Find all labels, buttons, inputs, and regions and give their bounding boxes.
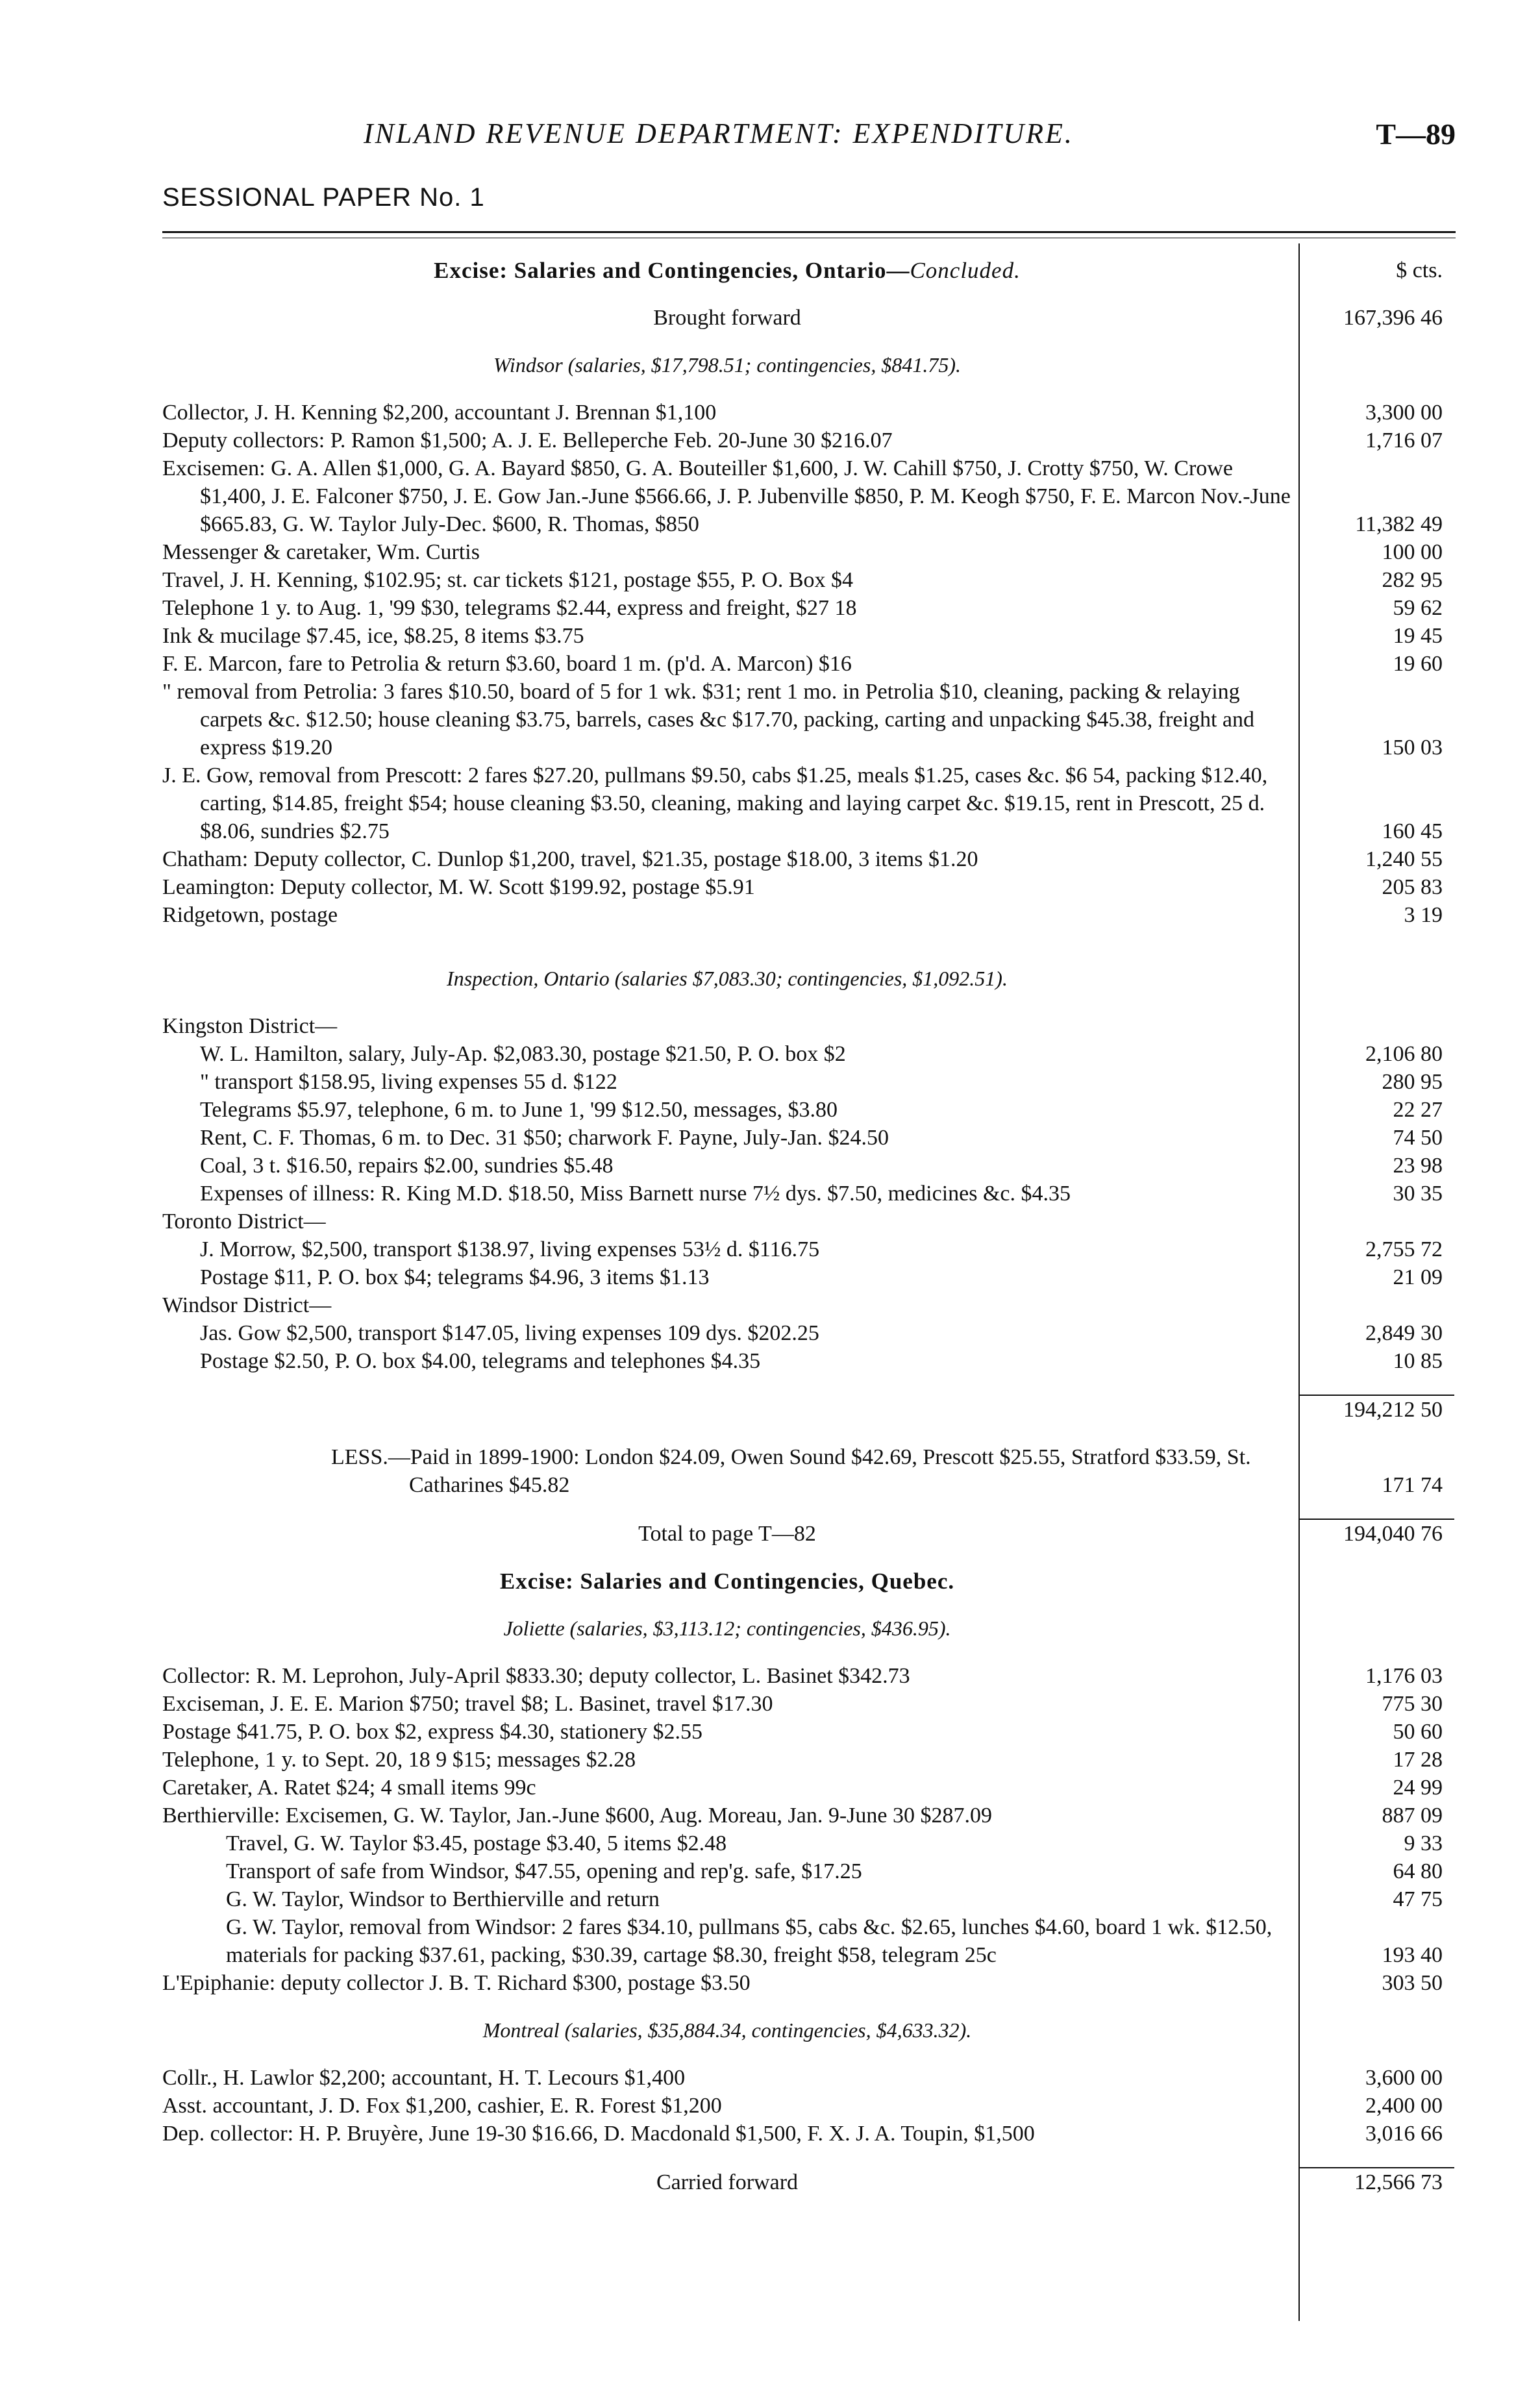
berthier-items bbox=[162, 1829, 1454, 1969]
line-item bbox=[162, 1180, 1454, 1208]
line-item bbox=[162, 1746, 1454, 1774]
line-item bbox=[162, 566, 1454, 594]
line-item-description: " removal from Petrolia: 3 fares $10.50, board of 5 for 1 wk. $31; rent 1 mo. in Petrolia $10, cleaning, packing & relaying carpets &c. $12.50; house cleaning $3.75, barrels, cases &c $17.70, packing, carting and unpacking $45.38, freight and express $19.20 bbox=[162, 680, 1254, 760]
line-item-description: Asst. accountant, J. D. Fox $1,200, cashier, E. R. Forest $1,200 bbox=[162, 2094, 722, 2118]
line-item-amount: 193 40 bbox=[1382, 1943, 1443, 1967]
line-item bbox=[162, 1802, 1454, 1829]
ontario-heading-note: Concluded. bbox=[910, 258, 1021, 283]
line-item bbox=[162, 678, 1454, 762]
line-item-amount: 64 80 bbox=[1393, 1859, 1443, 1883]
carried-forward-amount: 12,566 73 bbox=[1298, 2167, 1454, 2196]
line-item-description: F. E. Marcon, fare to Petrolia & return $3.60, board 1 m. (p'd. A. Marcon) $16 bbox=[162, 652, 852, 676]
line-item-amount: 21 09 bbox=[1393, 1265, 1443, 1289]
section-heading-ontario bbox=[162, 256, 1454, 284]
line-item-description: G. W. Taylor, Windsor to Berthierville and return bbox=[226, 1887, 660, 1911]
line-item-amount: 282 95 bbox=[1382, 568, 1443, 592]
line-item bbox=[162, 1690, 1454, 1718]
line-item-description: Excisemen: G. A. Allen $1,000, G. A. Bayard $850, G. A. Bouteiller $1,600, J. W. Cahill $750, J. Crotty $750, W. Crowe $1,400, J. E. Falconer $750, J. E. Gow Jan.-June $566.66, J. P. Jubenville $850, P. M. Keogh $750, F. E. Marcon Nov.-June $665.83, G. W. Taylor July-Dec. $600, R. Thomas, $850 bbox=[162, 456, 1291, 536]
line-item-amount: 30 35 bbox=[1393, 1182, 1443, 1206]
line-item bbox=[162, 2092, 1454, 2120]
line-item-amount: 3,300 00 bbox=[1365, 401, 1443, 425]
total-row bbox=[162, 1519, 1454, 1548]
line-item-description: G. W. Taylor, removal from Windsor: 2 fares $34.10, pullmans $5, cabs &c. $2.65, lunches $4.60, board 1 wk. $12.50, materials for packing $37.61, packing, $30.39, cartage $8.30, freight $58, telegram 25c bbox=[226, 1915, 1273, 1967]
amount-column-header: $ cts. bbox=[1396, 258, 1443, 282]
line-item-description: J. Morrow, $2,500, transport $138.97, living expenses 53½ d. $116.75 bbox=[200, 1237, 820, 1261]
inspection-title: Inspection, Ontario (salaries $7,083.30; contingencies, $1,092.51). bbox=[447, 967, 1008, 990]
line-item-amount: 1,716 07 bbox=[1365, 428, 1443, 453]
line-item bbox=[162, 594, 1454, 622]
line-item bbox=[162, 1774, 1454, 1802]
header-rule-thick bbox=[162, 231, 1456, 233]
line-item-description: Expenses of illness: R. King M.D. $18.50, Miss Barnett nurse 7½ dys. $7.50, medicines &c. $4.35 bbox=[200, 1182, 1071, 1206]
inspection-subheading bbox=[162, 965, 1454, 993]
line-item-amount: 17 28 bbox=[1393, 1748, 1443, 1772]
line-item bbox=[162, 1096, 1454, 1124]
line-item-description: W. L. Hamilton, salary, July-Ap. $2,083.30, postage $21.50, P. O. box $2 bbox=[200, 1042, 846, 1066]
page-number: T—89 bbox=[1376, 118, 1456, 151]
line-item-description: Postage $41.75, P. O. box $2, express $4.30, stationery $2.55 bbox=[162, 1720, 703, 1744]
line-item-description: J. E. Gow, removal from Prescott: 2 fares $27.20, pullmans $9.50, cabs $1.25, meals $1.25, cases &c. $6 54, packing $12.40, carting, $14.85, freight $54; house cleaning $3.50, cleaning, making and laying carpet &c. $19.15, rent in Prescott, 25 d. $8.06, sundries $2.75 bbox=[162, 763, 1268, 843]
line-item-amount: 775 30 bbox=[1382, 1692, 1443, 1716]
line-item-amount: 160 45 bbox=[1382, 819, 1443, 843]
line-item-description: Postage $2.50, P. O. box $4.00, telegrams and telephones $4.35 bbox=[200, 1349, 761, 1373]
sessional-paper-label: SESSIONAL PAPER No. 1 bbox=[162, 183, 485, 212]
less-amount: 171 74 bbox=[1382, 1473, 1443, 1497]
line-item-description: Travel, J. H. Kenning, $102.95; st. car tickets $121, postage $55, P. O. Box $4 bbox=[162, 568, 854, 592]
windsor-subheading bbox=[162, 351, 1454, 379]
brought-forward-row bbox=[162, 304, 1454, 332]
line-item-amount: 50 60 bbox=[1393, 1720, 1443, 1744]
line-item bbox=[162, 622, 1454, 650]
line-item bbox=[162, 454, 1454, 538]
line-item-amount: 3,600 00 bbox=[1365, 2066, 1443, 2090]
line-item bbox=[162, 762, 1454, 845]
windsor-district-label: Windsor District— bbox=[162, 1293, 332, 1317]
line-item-description: Berthierville: Excisemen, G. W. Taylor, Jan.-June $600, Aug. Moreau, Jan. 9-June 30 $287.09 bbox=[162, 1804, 992, 1828]
line-item-description: Transport of safe from Windsor, $47.55, opening and rep'g. safe, $17.25 bbox=[226, 1859, 862, 1883]
line-item-amount: 74 50 bbox=[1393, 1126, 1443, 1150]
line-item-amount: 47 75 bbox=[1393, 1887, 1443, 1911]
montreal-subheading bbox=[162, 2016, 1454, 2044]
windsor-title: Windsor (salaries, $17,798.51; contingencies, $841.75). bbox=[493, 353, 961, 377]
line-item-description: Messenger & caretaker, Wm. Curtis bbox=[162, 540, 480, 564]
line-item bbox=[162, 1124, 1454, 1152]
line-item-amount: 9 33 bbox=[1404, 1831, 1443, 1855]
line-item bbox=[162, 901, 1454, 929]
subtotal-row bbox=[162, 1395, 1454, 1424]
quebec-heading-text: Excise: Salaries and Contingencies, Quebec. bbox=[499, 1569, 955, 1594]
subtotal-amount: 194,212 50 bbox=[1298, 1395, 1454, 1424]
line-item bbox=[162, 1829, 1454, 1857]
windsor-items bbox=[162, 399, 1454, 929]
line-item-amount: 2,106 80 bbox=[1365, 1042, 1443, 1066]
line-item-amount: 24 99 bbox=[1393, 1776, 1443, 1800]
line-item-description: Exciseman, J. E. E. Marion $750; travel $8; L. Basinet, travel $17.30 bbox=[162, 1692, 773, 1716]
less-row bbox=[162, 1443, 1454, 1499]
line-item bbox=[162, 1040, 1454, 1068]
line-item-amount: 22 27 bbox=[1393, 1098, 1443, 1122]
line-item-amount: 150 03 bbox=[1382, 736, 1443, 760]
toronto-items bbox=[162, 1235, 1454, 1291]
line-item-amount: 100 00 bbox=[1382, 540, 1443, 564]
line-item-amount: 2,400 00 bbox=[1365, 2094, 1443, 2118]
line-item-description: Ridgetown, postage bbox=[162, 903, 338, 927]
total-amount: 194,040 76 bbox=[1298, 1519, 1454, 1548]
line-item-description: Telephone, 1 y. to Sept. 20, 18 9 $15; messages $2.28 bbox=[162, 1748, 636, 1772]
line-item-amount: 887 09 bbox=[1382, 1804, 1443, 1828]
line-item bbox=[162, 1718, 1454, 1746]
line-item-description: Travel, G. W. Taylor $3.45, postage $3.40, 5 items $2.48 bbox=[226, 1831, 727, 1855]
line-item-description: Chatham: Deputy collector, C. Dunlop $1,200, travel, $21.35, postage $18.00, 3 items $1.20 bbox=[162, 847, 978, 871]
line-item-amount: 2,849 30 bbox=[1365, 1321, 1443, 1345]
line-item bbox=[162, 873, 1454, 901]
ontario-heading-text: Excise: Salaries and Contingencies, Ontario— bbox=[434, 258, 910, 283]
line-item-description: Telegrams $5.97, telephone, 6 m. to June 1, '99 $12.50, messages, $3.80 bbox=[200, 1098, 838, 1122]
joliette-items bbox=[162, 1662, 1454, 1829]
line-item bbox=[162, 1347, 1454, 1375]
line-item-description: Ink & mucilage $7.45, ice, $8.25, 8 items $3.75 bbox=[162, 624, 584, 648]
less-text: LESS.—Paid in 1899-1900: London $24.09, Owen Sound $42.69, Prescott $25.55, Stratford $33.59, St. Catharines $45.82 bbox=[331, 1445, 1251, 1497]
montreal-items bbox=[162, 2064, 1454, 2148]
line-item-description: Collr., H. Lawlor $2,200; accountant, H. T. Lecours $1,400 bbox=[162, 2066, 686, 2090]
line-item bbox=[162, 2120, 1454, 2148]
kingston-district-label-row bbox=[162, 1012, 1454, 1040]
line-item-description: Dep. collector: H. P. Bruyère, June 19-30 $16.66, D. Macdonald $1,500, F. X. J. A. Toupin, $1,500 bbox=[162, 2122, 1035, 2146]
brought-forward-label: Brought forward bbox=[653, 306, 801, 330]
line-item bbox=[162, 1068, 1454, 1096]
line-item bbox=[162, 538, 1454, 566]
line-item bbox=[162, 1235, 1454, 1263]
total-label: Total to page T—82 bbox=[638, 1522, 816, 1546]
line-item-amount: 2,755 72 bbox=[1365, 1237, 1443, 1261]
line-item bbox=[162, 1857, 1454, 1885]
line-item-amount: 23 98 bbox=[1393, 1154, 1443, 1178]
windsor-district-items bbox=[162, 1319, 1454, 1375]
kingston-items bbox=[162, 1040, 1454, 1208]
joliette-title: Joliette (salaries, $3,113.12; contingencies, $436.95). bbox=[503, 1617, 951, 1640]
line-item-description: Postage $11, P. O. box $4; telegrams $4.96, 3 items $1.13 bbox=[200, 1265, 710, 1289]
line-item bbox=[162, 1662, 1454, 1690]
line-item-amount: 19 45 bbox=[1393, 624, 1443, 648]
line-item bbox=[162, 1319, 1454, 1347]
line-item-description: Deputy collectors: P. Ramon $1,500; A. J. E. Belleperche Feb. 20-June 30 $216.07 bbox=[162, 428, 893, 453]
line-item bbox=[162, 1152, 1454, 1180]
line-item-amount: 1,176 03 bbox=[1365, 1664, 1443, 1688]
montreal-title: Montreal (salaries, $35,884.34, contingencies, $4,633.32). bbox=[482, 2018, 972, 2042]
line-item-description: " transport $158.95, living expenses 55 d. $122 bbox=[200, 1070, 617, 1094]
line-item-amount: 205 83 bbox=[1382, 875, 1443, 899]
line-item bbox=[162, 399, 1454, 427]
line-item-amount: 3,016 66 bbox=[1365, 2122, 1443, 2146]
line-item-amount: 19 60 bbox=[1393, 652, 1443, 676]
line-item bbox=[162, 845, 1454, 873]
carried-forward-row bbox=[162, 2167, 1454, 2196]
line-item bbox=[162, 650, 1454, 678]
line-item-description: Jas. Gow $2,500, transport $147.05, living expenses 109 dys. $202.25 bbox=[200, 1321, 819, 1345]
line-item bbox=[162, 2064, 1454, 2092]
joliette-subheading bbox=[162, 1615, 1454, 1643]
carried-forward-label: Carried forward bbox=[656, 2170, 799, 2194]
epiphanie-amount: 303 50 bbox=[1382, 1971, 1443, 1995]
line-item bbox=[162, 1885, 1454, 1913]
line-item-description: Telephone 1 y. to Aug. 1, '99 $30, telegrams $2.44, express and freight, $27 18 bbox=[162, 596, 857, 620]
kingston-district-label: Kingston District— bbox=[162, 1014, 338, 1038]
toronto-district-label-row bbox=[162, 1208, 1454, 1235]
line-item bbox=[162, 1913, 1454, 1969]
epiphanie-text: L'Epiphanie: deputy collector J. B. T. Richard $300, postage $3.50 bbox=[162, 1971, 751, 1995]
brought-forward-amount: 167,396 46 bbox=[1343, 306, 1443, 330]
line-item-description: Rent, C. F. Thomas, 6 m. to Dec. 31 $50; charwork F. Payne, July-Jan. $24.50 bbox=[200, 1126, 889, 1150]
line-item-amount: 11,382 49 bbox=[1355, 512, 1443, 536]
line-item-description: Collector: R. M. Leprohon, July-April $833.30; deputy collector, L. Basinet $342.73 bbox=[162, 1664, 910, 1688]
expenditure-table bbox=[162, 256, 1454, 2196]
toronto-district-label: Toronto District— bbox=[162, 1209, 326, 1234]
line-item bbox=[162, 427, 1454, 454]
line-item-description: Coal, 3 t. $16.50, repairs $2.00, sundries $5.48 bbox=[200, 1154, 614, 1178]
running-title: INLAND REVENUE DEPARTMENT: EXPENDITURE. bbox=[364, 118, 1074, 149]
line-item-amount: 280 95 bbox=[1382, 1070, 1443, 1094]
line-item-description: Collector, J. H. Kenning $2,200, accountant J. Brennan $1,100 bbox=[162, 401, 717, 425]
line-item-description: Caretaker, A. Ratet $24; 4 small items 99c bbox=[162, 1776, 536, 1800]
line-item-amount: 59 62 bbox=[1393, 596, 1443, 620]
section-heading-quebec bbox=[162, 1567, 1454, 1595]
windsor-district-label-row bbox=[162, 1291, 1454, 1319]
line-item-amount: 10 85 bbox=[1393, 1349, 1443, 1373]
line-item-amount: 1,240 55 bbox=[1365, 847, 1443, 871]
epiphanie-row bbox=[162, 1969, 1454, 1997]
line-item-amount: 3 19 bbox=[1404, 903, 1443, 927]
line-item bbox=[162, 1263, 1454, 1291]
line-item-description: Leamington: Deputy collector, M. W. Scott $199.92, postage $5.91 bbox=[162, 875, 755, 899]
